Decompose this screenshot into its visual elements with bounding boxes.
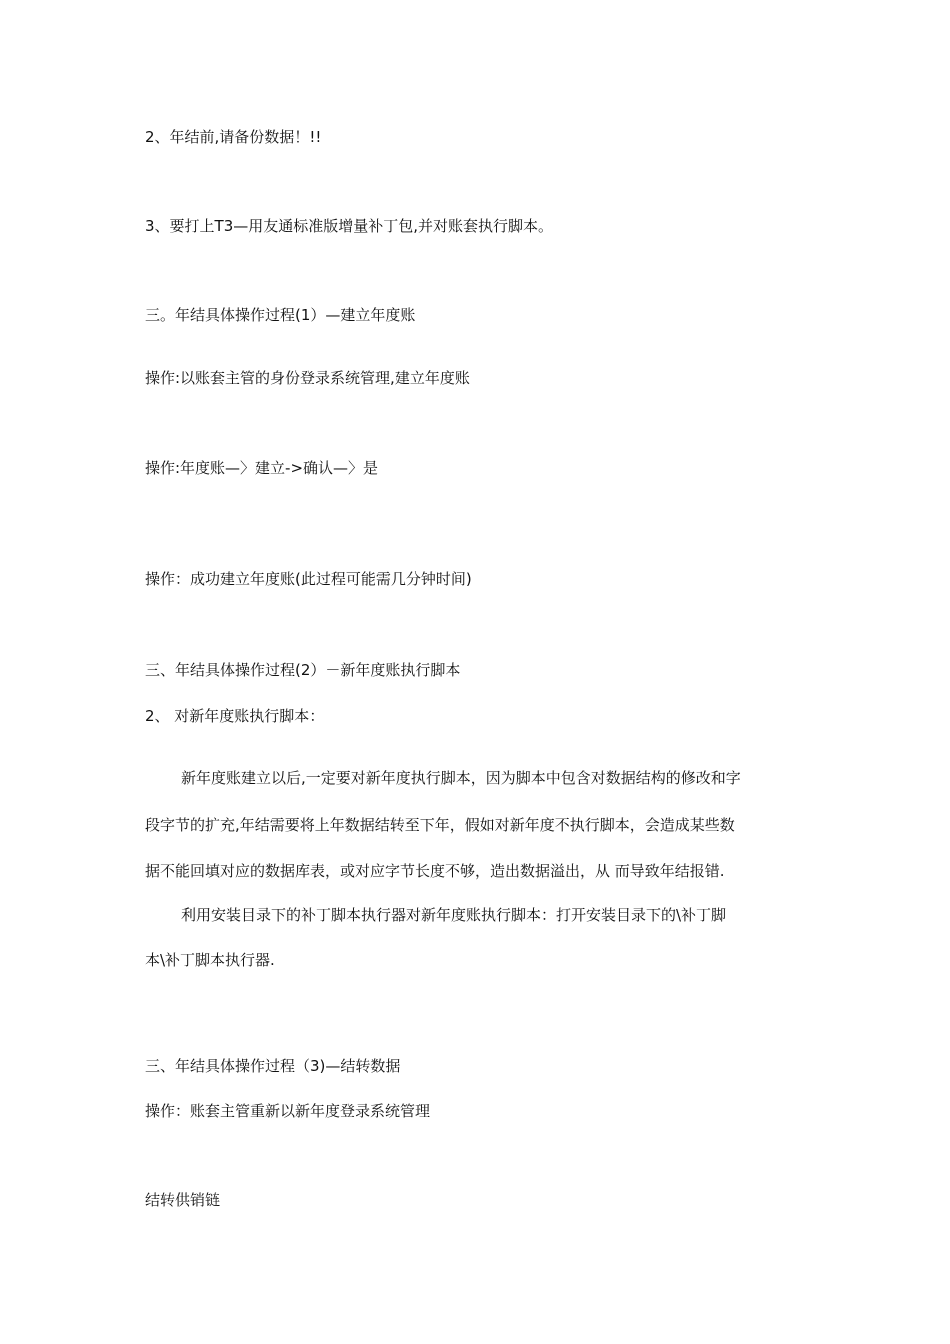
operation-relogin: 操作：账套主管重新以新年度登录系统管理: [145, 1102, 431, 1120]
operation-success: 操作：成功建立年度账(此过程可能需几分钟时间): [145, 570, 472, 588]
step-run-script: 2、 对新年度账执行脚本：: [145, 707, 325, 725]
operation-login: 操作:以账套主管的身份登录系统管理,建立年度账: [145, 369, 470, 387]
note-patch: 3、要打上T3—用友通标准版增量补丁包,并对账套执行脚本。: [145, 217, 554, 235]
carryover-supply-chain: 结转供销链: [145, 1191, 221, 1209]
paragraph-line: 据不能回填对应的数据库表，或对应字节长度不够，造出数据溢出，从 而导致年结报错.: [145, 862, 725, 880]
operation-steps: 操作:年度账—〉建立->确认—〉是: [145, 459, 379, 477]
paragraph-line: 利用安装目录下的补丁脚本执行器对新年度账执行脚本：打开安装目录下的\补丁脚: [181, 906, 727, 924]
paragraph-line: 新年度账建立以后,一定要对新年度执行脚本，因为脚本中包含对数据结构的修改和字: [181, 769, 741, 787]
section-heading-2: 三、年结具体操作过程(2）－新年度账执行脚本: [145, 661, 461, 679]
section-heading-3: 三、年结具体操作过程（3)—结转数据: [145, 1057, 401, 1075]
section-heading-1: 三。年结具体操作过程(1）—建立年度账: [145, 306, 416, 324]
paragraph-line: 段字节的扩充,年结需要将上年数据结转至下年，假如对新年度不执行脚本，会造成某些数: [145, 816, 735, 834]
note-backup: 2、年结前,请备份数据！!!: [145, 128, 322, 146]
paragraph-line: 本\补丁脚本执行器.: [145, 951, 275, 969]
